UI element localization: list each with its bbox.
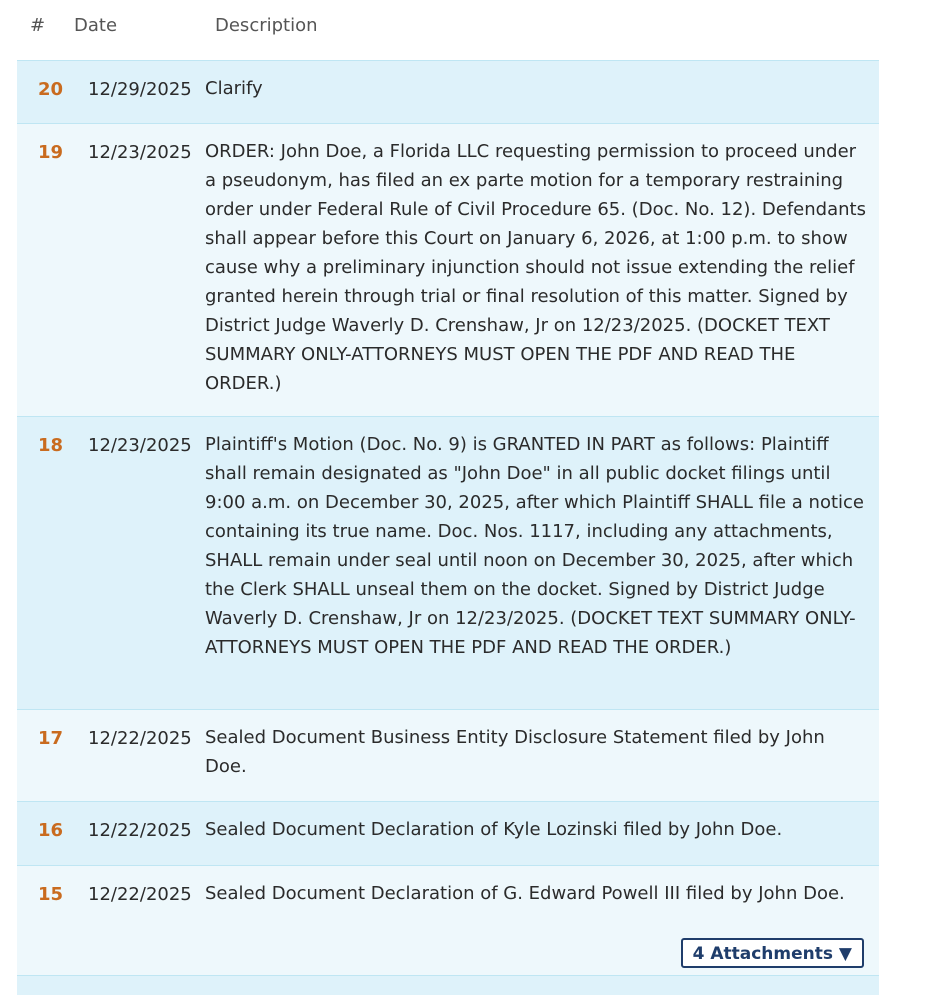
docket-entry-16 bbox=[17, 801, 879, 865]
entry-date: 12/22/2025 bbox=[88, 820, 192, 841]
entry-description: Sealed Document Declaration of Kyle Lozinski filed by John Doe. bbox=[205, 819, 783, 840]
entry-date: 12/22/2025 bbox=[88, 728, 192, 749]
entry-date: 12/23/2025 bbox=[88, 142, 192, 163]
docket-entry-18 bbox=[17, 416, 879, 709]
column-header-date: Date bbox=[74, 15, 118, 36]
entry-date: 12/23/2025 bbox=[88, 435, 192, 456]
entry-description: Sealed Document Declaration of G. Edward Powell III filed by John Doe. bbox=[205, 883, 845, 904]
docket-entry-list bbox=[17, 60, 879, 976]
docket-entry-17 bbox=[17, 709, 879, 801]
entry-number[interactable]: 20 bbox=[38, 79, 64, 100]
entry-date: 12/22/2025 bbox=[88, 884, 192, 905]
entry-number[interactable]: 15 bbox=[38, 884, 64, 905]
entry-number[interactable]: 17 bbox=[38, 728, 64, 749]
next-entry-row-edge bbox=[17, 975, 879, 995]
entry-description: Clarify bbox=[205, 78, 263, 99]
entry-description: Sealed Document Business Entity Disclosure Statement filed by John Doe. bbox=[205, 727, 825, 777]
entry-number[interactable]: 18 bbox=[38, 435, 64, 456]
attachments-toggle-button[interactable]: 4 Attachments ▼ bbox=[681, 938, 864, 968]
column-header-description: Description bbox=[215, 15, 318, 36]
table-header bbox=[0, 0, 940, 60]
entry-date: 12/29/2025 bbox=[88, 79, 192, 100]
column-header-number: # bbox=[30, 15, 46, 36]
entry-number[interactable]: 16 bbox=[38, 820, 64, 841]
docket-entry-19 bbox=[17, 123, 879, 416]
entry-number[interactable]: 19 bbox=[38, 142, 64, 163]
entry-description: ORDER: John Doe, a Florida LLC requesting permission to proceed under a pseudonym, has filed an ex parte motion for a temporary restraining order under Federal Rule of Civil Procedure 65. (Doc. No. 12). Defendants shall appear before this Court on January 6, 2026, at 1:00 p.m. to show cause why a preliminary injunction should not issue extending the relief granted herein through trial or final resolution of this matter. Signed by District Judge Waverly D. Crenshaw, Jr on 12/23/2025. (DOCKET TEXT SUMMARY ONLY-ATTORNEYS MUST OPEN THE PDF AND READ THE ORDER.) bbox=[205, 141, 866, 394]
entry-description: Plaintiff's Motion (Doc. No. 9) is GRANTED IN PART as follows: Plaintiff shall remain designated as "John Doe" in all public docket filings until 9:00 a.m. on December 30, 2025, after which Plaintiff SHALL file a notice containing its true name. Doc. Nos. 1117, including any attachments, SHALL remain under seal until noon on December 30, 2025, after which the Clerk SHALL unseal them on the docket. Signed by District Judge Waverly D. Crenshaw, Jr on 12/23/2025. (DOCKET TEXT SUMMARY ONLY-ATTORNEYS MUST OPEN THE PDF AND READ THE ORDER.) bbox=[205, 434, 865, 658]
docket-entry-15 bbox=[17, 865, 879, 976]
docket-entry-20 bbox=[17, 60, 879, 123]
